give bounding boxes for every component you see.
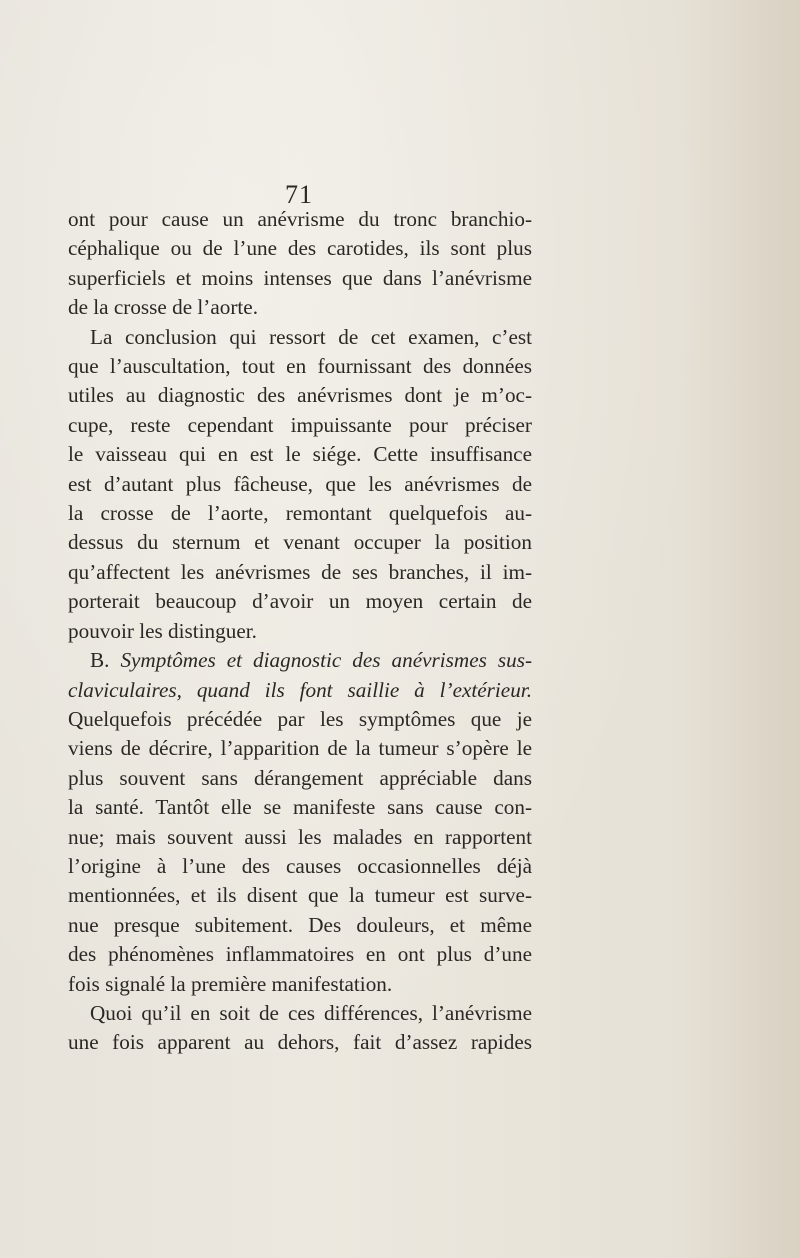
text-line: La conclusion qui ressort de cet examen, c’est: [90, 324, 532, 349]
text-line: nue; mais souvent aussi les malades en rapportent: [68, 824, 532, 849]
text-line: cupe, reste cependant impuissante pour préciser: [68, 412, 532, 437]
page-number: 71: [285, 180, 313, 209]
text-line: Quoi qu’il en soit de ces différences, l’anévrisme: [90, 1000, 532, 1025]
text-line: porterait beaucoup d’avoir un moyen certain de: [68, 589, 532, 614]
section-title-part: Symptômes et diagnostic des anévrismes sus-: [120, 648, 532, 673]
text-line: céphalique ou de l’une des carotides, ils sont plus: [68, 236, 532, 261]
text-line: ont pour cause un anévrisme du tronc branchio-: [68, 207, 532, 231]
text-line: Quelquefois précédée par les symptômes que je: [68, 706, 532, 731]
section-b-body: [68, 705, 532, 999]
text-line: viens de décrire, l’apparition de la tumeur s’opère le: [68, 736, 532, 761]
text-line: le vaisseau qui en est le siége. Cette insuffisance: [68, 442, 532, 467]
section-heading-line: [68, 646, 532, 675]
section-b-heading: [68, 646, 532, 705]
text-line: qu’affectent les anévrismes de ses branches, il im-: [68, 559, 532, 584]
text-line: dessus du sternum et venant occuper la position: [68, 530, 532, 555]
text-line: est d’autant plus fâcheuse, que les anévrismes de: [68, 471, 532, 496]
text-line: la santé. Tantôt elle se manifeste sans cause con-: [68, 795, 532, 820]
text-line: nue presque subitement. Des douleurs, et même: [68, 912, 532, 937]
text-line: mentionnées, et ils disent que la tumeur est surve-: [68, 883, 532, 908]
section-marker: B.: [90, 648, 110, 673]
text-line: fois signalé la première manifestation.: [68, 971, 393, 996]
text-line: de la crosse de l’aorte.: [68, 295, 259, 320]
text-line: des phénomènes inflammatoires en ont plus d’une: [68, 942, 532, 967]
text-line: plus souvent sans dérangement appréciable dans: [68, 765, 532, 790]
text-line: utiles au diagnostic des anévrismes dont je m’oc-: [68, 383, 532, 408]
paragraph-auscultation: [68, 205, 532, 646]
text-line: la crosse de l’aorte, remontant quelquefois au-: [68, 501, 532, 526]
text-line: que l’auscultation, tout en fournissant des données: [68, 354, 532, 379]
closing-paragraph: [68, 999, 532, 1058]
page-text: [68, 205, 532, 1058]
text-line: une fois apparent au dehors, fait d’assez rapides: [68, 1030, 532, 1055]
section-title-part: claviculaires, quand ils font saillie à l’extérieur.: [68, 677, 532, 702]
text-line: superficiels et moins intenses que dans l’anévrisme: [68, 265, 532, 290]
text-line: l’origine à l’une des causes occasionnelles déjà: [68, 853, 532, 878]
text-line: pouvoir les distinguer.: [68, 618, 257, 643]
